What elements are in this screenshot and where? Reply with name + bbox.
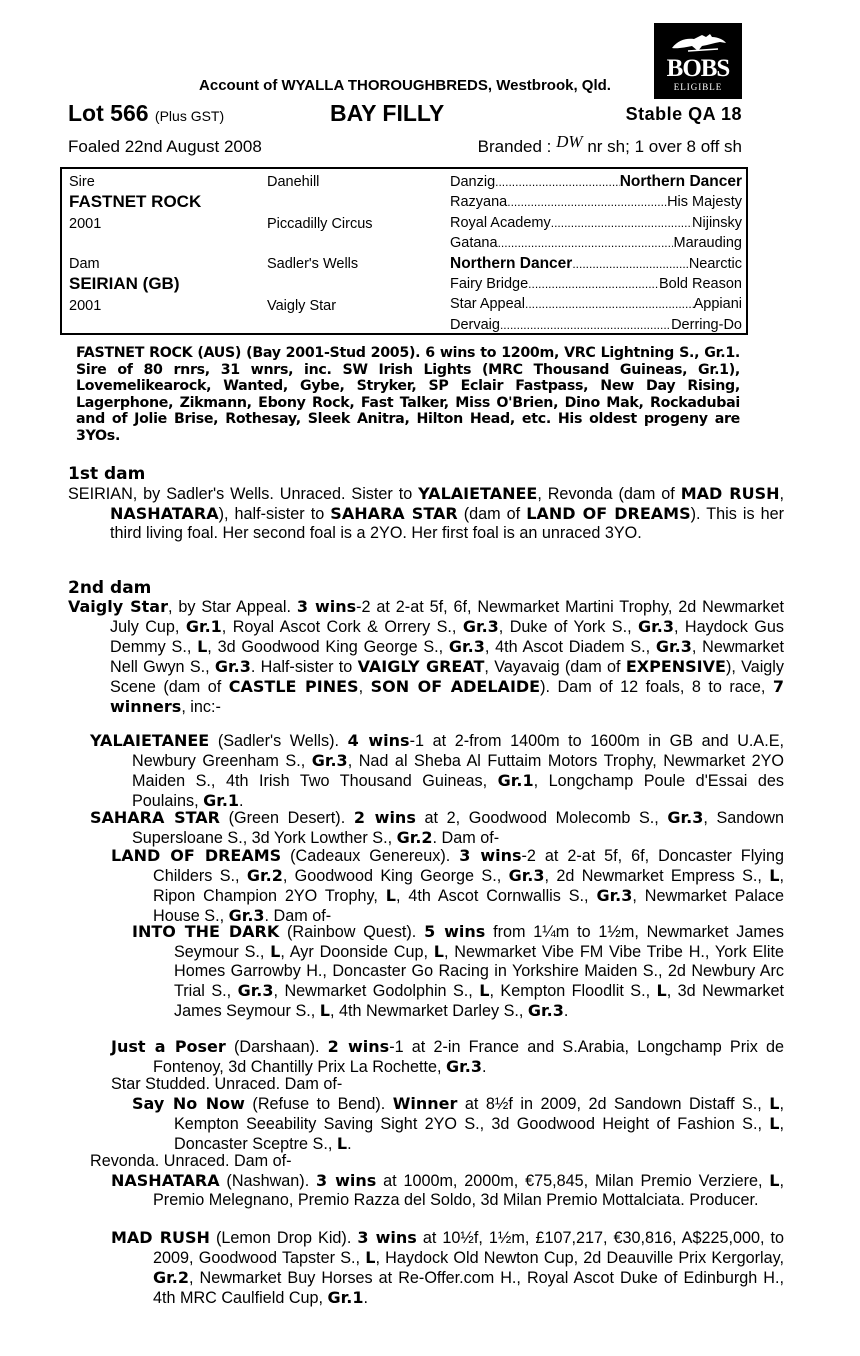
bold-text: INTO THE DARK (132, 922, 280, 941)
bold-text: NASHATARA (110, 504, 219, 524)
text: at 1000m, 2000m, €75,845, Milan Premio Verziere, (376, 1172, 770, 1190)
bold-text: SAHARA STAR (90, 808, 220, 827)
first-dam-heading: 1st dam (68, 464, 146, 484)
leader-dots (495, 172, 620, 192)
bold-text: 3 wins (459, 846, 522, 865)
text: , Revonda (dam of (537, 485, 681, 503)
bold-text: Gr.3 (508, 866, 545, 886)
text: , 3d Goodwood King George S., (207, 638, 449, 657)
great-grandparent-row (450, 233, 742, 253)
text: (Darshaan). (225, 1038, 328, 1056)
great-grandparent-row (450, 172, 742, 192)
granddam-paternal: Piccadilly Circus (267, 216, 373, 232)
ancestor-name: Danzig (450, 174, 496, 190)
bold-text: EXPENSIVE (625, 657, 726, 677)
bold-text: Gr.3 (667, 808, 704, 827)
bold-text: Vaigly Star (68, 597, 168, 616)
text: SEIRIAN, by Sadler's Wells. Unraced. Sister to (68, 485, 419, 503)
branded-prefix: Branded : (477, 137, 552, 156)
text: , Kempton Floodlit S., (489, 982, 657, 1001)
bold-text: 5 wins (424, 922, 486, 941)
text: at 10½f, 1½m, £107,217, €30,816, A$225,000, to 2009, Goodwood Tapster S., (153, 1229, 785, 1268)
ancestor-name: Dervaig (450, 316, 500, 333)
sire-year: 2001 (69, 216, 102, 232)
brand-info (477, 132, 742, 157)
text: , 2d Newmarket Empress S., (544, 867, 770, 886)
bold-text: MAD RUSH (111, 1228, 210, 1247)
text: , by Star Appeal. (167, 598, 297, 616)
ancestor-name: Fairy Bridge (450, 276, 529, 292)
text: (dam of (457, 505, 527, 524)
ancestor-name: Razyana (450, 194, 508, 211)
text: . (363, 1289, 368, 1308)
lot-label: Lot 566 (68, 100, 149, 126)
progeny-entry (111, 1037, 784, 1077)
bold-text: Gr.3 (527, 1001, 564, 1021)
bold-text: CASTLE PINES (228, 677, 359, 697)
bold-text: L (319, 1001, 330, 1021)
progeny-entry (111, 846, 784, 926)
bold-text: L (769, 1171, 780, 1190)
first-dam-text (68, 484, 784, 543)
text: , Newmarket Buy Horses at Re-Offer.com H., Royal Ascot Duke of Edinburgh H., 4th MRC Caulfield Cup, (153, 1269, 784, 1308)
lot-number (68, 100, 224, 127)
bold-text: Gr.1 (203, 791, 240, 811)
branded-suffix: nr sh; 1 over 8 off sh (587, 137, 742, 156)
text: , Newmarket Vibe FM Vibe Tribe H., York Elite Homes Garrowby H., Doncaster Go Racing in Yorkshire Maiden S., 2d Newbury Arc Trial S., (174, 943, 784, 1001)
text: from 1¼m to 1½m, Newmarket James Seymour S., (174, 923, 784, 962)
text: -2 at 2-at 5f, 6f, Newmarket Martini Trophy, 2d Newmarket July Cup, (110, 598, 784, 637)
bold-text: Gr.1 (327, 1288, 364, 1308)
text: , inc:- (181, 698, 221, 717)
grandsire-paternal: Danehill (267, 174, 320, 190)
text: , Vayavaig (dam of (484, 658, 626, 677)
bold-text: L (769, 1094, 780, 1113)
bold-text: Gr.3 (237, 981, 274, 1001)
bold-text: Gr.3 (462, 617, 499, 637)
dam-label: Dam (69, 256, 100, 272)
progeny-entry (132, 922, 784, 1021)
foaled-date: Foaled 22nd August 2008 (68, 137, 262, 156)
bold-text: Gr.2 (396, 828, 433, 848)
bold-text: Gr.2 (246, 866, 283, 886)
bold-text: Gr.3 (228, 906, 265, 926)
bold-text: 4 wins (347, 731, 410, 750)
dam-year: 2001 (69, 298, 102, 314)
granddam-maternal: Vaigly Star (267, 298, 337, 314)
text: . Dam of- (432, 829, 500, 848)
sire-label: Sire (69, 174, 95, 190)
text: , Premio Melegnano, Premio Razza del Soldo, 3d Milan Premio Mottalciata. Producer. (153, 1172, 784, 1210)
bold-text: Gr.1 (185, 617, 222, 637)
bold-text: Gr.3 (655, 637, 692, 657)
leader-dots (507, 192, 667, 212)
sire-summary: FASTNET ROCK (AUS) (Bay 2001-Stud 2005). 6 wins to 1200m, VRC Lightning S., Gr.1. Sire of 80 rnrs, 31 wnrs, inc. SW Irish Lights (MRC Thousand Guineas, Gr.1), Lovemelikearock, Wanted, Gybe, Stryker, SP Eclair Fastpass, New Day Rising, Lagerphone, Zikmann, Ebony Rock, Fast Talker, Miss O'Brien, Dino Mak, Rockadubai and of Jolie Brise, Rothesay, Sleek Anitra, Hilton Head, etc. His oldest progeny are 3YOs. (76, 345, 740, 444)
bold-text: YALAIETANEE (418, 484, 538, 503)
ancestor-name: Royal Academy (450, 214, 551, 231)
bold-text: 7 winners (110, 677, 784, 717)
text: . (563, 1002, 569, 1021)
text: (Lemon Drop Kid). (209, 1229, 358, 1247)
leader-dots (528, 274, 659, 294)
bold-text: VAIGLY GREAT (357, 657, 485, 677)
leader-dots (551, 213, 692, 233)
text: , Haydock Old Newton Cup, 2d Deauville Prix Kergorlay, (375, 1249, 784, 1268)
ancestor-sire: Appiani (693, 296, 742, 313)
ancestor-sire: Northern Dancer (619, 173, 742, 190)
stable-number: Stable QA 18 (625, 104, 742, 124)
bold-text: Just a Poser (111, 1037, 226, 1056)
logo-brand: BOBS (666, 55, 730, 82)
bold-text: SON OF ADELAIDE (370, 677, 541, 697)
ancestor-sire: Bold Reason (658, 276, 742, 292)
text: Star Studded. Unraced. Dam of- (111, 1075, 343, 1093)
text: , Newmarket Godolphin S., (273, 982, 480, 1001)
bold-text: 2 wins (327, 1037, 390, 1056)
text: . Dam of- (264, 907, 332, 926)
text: , Duke of York S., (498, 618, 638, 637)
pedigree-table (60, 167, 748, 335)
bold-text: Say No Now (132, 1094, 245, 1113)
text: ). Dam of 12 foals, 8 to race, (540, 678, 773, 697)
leader-dots (500, 315, 671, 335)
bold-text: NASHATARA (111, 1171, 220, 1190)
bold-text: LAND OF DREAMS (526, 504, 691, 524)
text: (Refuse to Bend). (244, 1095, 393, 1113)
bold-text: Gr.3 (596, 886, 633, 906)
text: , Kempton Seeability Saving Sight 2YO S., 3d Goodwood Height of Fashion S., (174, 1095, 784, 1134)
bold-text: L (769, 866, 780, 886)
bold-text: Gr.3 (638, 617, 674, 637)
ancestor-sire: Derring-Do (671, 316, 742, 333)
bold-text: 3 wins (357, 1228, 417, 1247)
text: -2 at 2-at 5f, 6f, Doncaster Flying Childers S., (153, 847, 784, 886)
text: , 4th Ascot Diadem S., (484, 638, 656, 657)
bold-text: L (365, 1248, 376, 1268)
dam-name: SEIRIAN (GB) (69, 274, 180, 293)
logo-subtitle: ELIGIBLE (673, 82, 723, 92)
text: , Haydock Gus Demmy S., (110, 618, 784, 657)
bold-text: Gr.2 (153, 1268, 189, 1288)
text: , Royal Ascot Cork & Orrery S., (221, 618, 463, 637)
text: , 4th Newmarket Darley S., (329, 1002, 528, 1021)
text: Revonda. Unraced. Dam of- (90, 1152, 292, 1170)
bold-text: Gr.1 (497, 771, 534, 791)
gst-note: (Plus GST) (154, 108, 225, 124)
progeny-entry (90, 808, 784, 848)
great-grandparent-row (450, 192, 742, 212)
bold-text: Gr.3 (446, 1057, 482, 1077)
progeny-entry (132, 1094, 784, 1154)
text: (Cadeaux Genereux). (281, 847, 460, 865)
text: . Half-sister to (250, 658, 358, 677)
bold-text: L (197, 637, 208, 657)
ancestor-sire: His Majesty (667, 194, 742, 211)
text: ), half-sister to (218, 505, 331, 524)
text: (Rainbow Quest). (279, 923, 425, 941)
text: at 2, Goodwood Molecomb S., (415, 809, 668, 827)
bold-text: L (385, 886, 396, 906)
bold-text: L (433, 942, 444, 962)
text: , Sandown Supersloane S., 3d York Lowther S., (132, 809, 784, 848)
bold-text: SAHARA STAR (330, 504, 458, 524)
brand-mark: DW (556, 132, 583, 151)
ancestor-sire: Marauding (673, 235, 742, 252)
bold-text: Gr.3 (311, 751, 348, 771)
great-grandparent-row (450, 294, 742, 314)
great-grandparent-row (450, 315, 742, 335)
great-grandparent-row (450, 254, 742, 274)
great-grandparent-row (450, 213, 742, 233)
progeny-entry (68, 597, 784, 718)
bold-text: L (270, 942, 281, 962)
bold-text: LAND OF DREAMS (111, 846, 282, 865)
bold-text: 3 wins (316, 1171, 377, 1190)
bold-text: L (656, 981, 667, 1001)
ancestor-name: Northern Dancer (450, 254, 573, 272)
second-dam-heading: 2nd dam (68, 578, 152, 598)
text: ), Vaigly Scene (dam of (110, 658, 784, 697)
progeny-entry (90, 1152, 784, 1171)
grandsire-maternal: Sadler's Wells (267, 256, 359, 272)
text: , Doncaster Sceptre S., (174, 1115, 784, 1154)
bold-text: 2 wins (353, 808, 416, 827)
sire-name: FASTNET ROCK (69, 192, 202, 211)
text: , Longchamp Poule d'Essai des Poulains, (132, 772, 784, 811)
progeny-entry (111, 1171, 784, 1210)
text: , Ripon Champion 2YO Trophy, (153, 867, 784, 906)
text: at 8½f in 2009, 2d Sandown Distaff S., (457, 1095, 770, 1113)
ancestor-name: Gatana (450, 235, 498, 252)
text: . (347, 1135, 352, 1154)
text: , Newmarket Palace House S., (153, 887, 784, 926)
bold-text: L (336, 1134, 348, 1154)
bold-text: Gr.3 (448, 637, 485, 657)
leader-dots (498, 233, 674, 253)
text: , 4th Ascot Cornwallis S., (395, 887, 597, 906)
leader-dots (572, 254, 689, 274)
text: , Goodwood King George S., (282, 867, 509, 886)
progeny-entry (90, 731, 784, 811)
bold-text: YALAIETANEE (90, 731, 210, 750)
bold-text: L (769, 1114, 780, 1134)
text: , Nad al Sheba Al Futtaim Motors Trophy, Newmarket 2YO Maiden S., 4th Irish Two Thousand Guineas, (132, 752, 785, 791)
bold-text: 3 wins (296, 597, 357, 616)
ancestor-name: Star Appeal (450, 296, 525, 313)
text: , 3d Newmarket James Seymour S., (174, 982, 784, 1021)
text: (Green Desert). (219, 809, 354, 827)
great-grandparent-row (450, 274, 742, 294)
text: (Sadler's Wells). (209, 732, 348, 750)
text: , (779, 485, 784, 503)
vendor-account: Account of WYALLA THOROUGHBREDS, Westbrook, Qld. (199, 77, 611, 94)
bold-text: MAD RUSH (680, 484, 780, 503)
text: -1 at 2-in France and S.Arabia, Longchamp Prix de Fontenoy, 3d Chantilly Prix La Rochette, (153, 1038, 784, 1077)
ancestor-sire: Nearctic (688, 255, 742, 272)
horse-icon (668, 31, 728, 55)
text: ). This is her third living foal. Her second foal is a 2YO. Her first foal is an unraced 3YO. (110, 505, 785, 543)
horse-description: BAY FILLY (330, 100, 445, 126)
bold-text: L (479, 981, 490, 1001)
bold-text: Winner (392, 1094, 458, 1113)
text: . (239, 792, 244, 811)
bold-text: Gr.3 (214, 657, 251, 677)
text: , Ayr Doonside Cup, (280, 943, 434, 962)
text: (Nashwan). (219, 1172, 317, 1190)
ancestor-sire: Nijinsky (692, 214, 742, 231)
text: -1 at 2-from 1400m to 1600m in GB and U.A.E, Newbury Greenham S., (132, 732, 784, 771)
progeny-entry (111, 1075, 784, 1094)
progeny-entry (111, 1228, 784, 1308)
text: , (358, 678, 371, 697)
text: , Newmarket Nell Gwyn S., (110, 638, 784, 677)
leader-dots (525, 294, 694, 314)
text: . (481, 1058, 487, 1077)
